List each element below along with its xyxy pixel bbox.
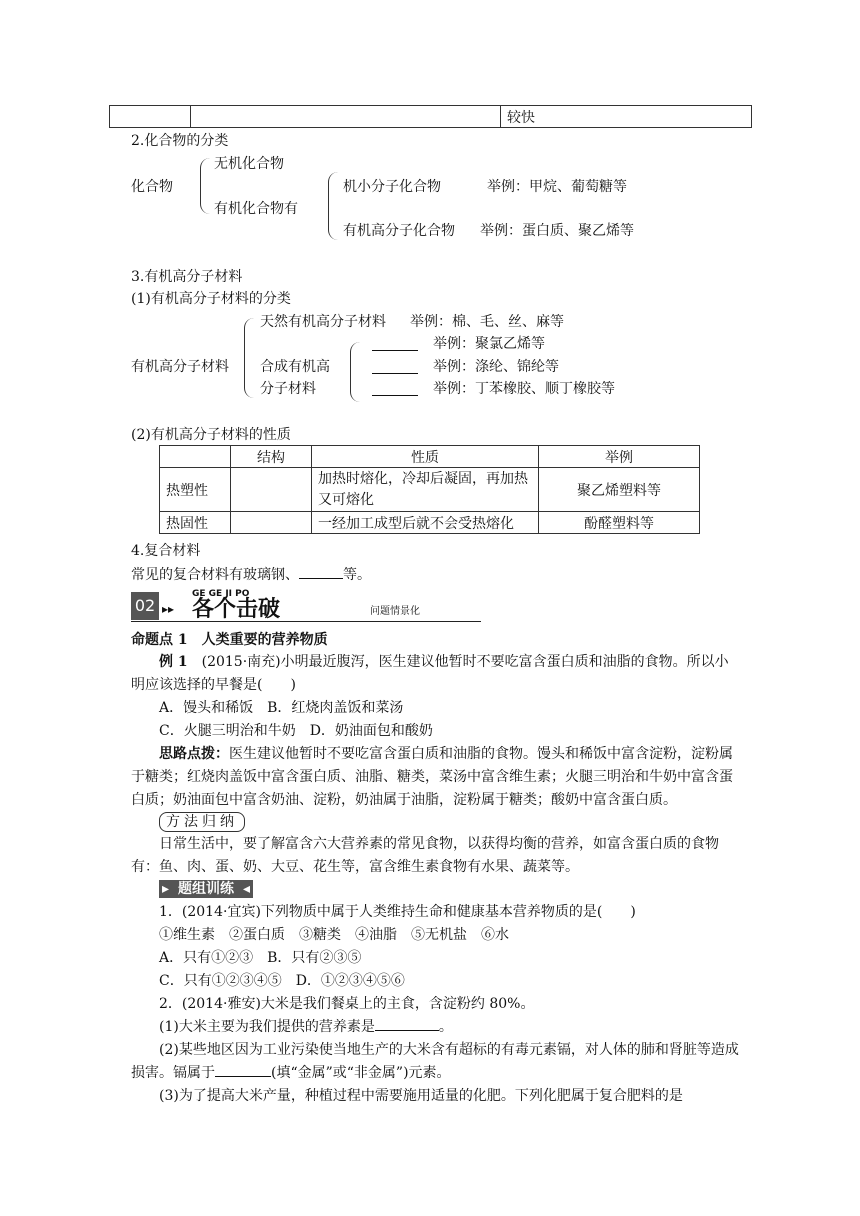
synthetic-example-1: 举例：聚氯乙烯等 — [433, 336, 545, 352]
table-cell: 加热时熔化，冷却后凝固，再加热又可熔化 — [312, 468, 539, 512]
natural-example: 举例：棉、毛、丝、麻等 — [410, 314, 564, 330]
brace-material — [244, 318, 255, 398]
question1: 1．(2014·宜宾)下列物质中属于人类维持生命和健康基本营养物质的是( ) — [159, 904, 636, 920]
synthetic-polymer-1: 合成有机高 — [260, 359, 330, 375]
natural-polymer: 天然有机高分子材料 — [260, 314, 386, 330]
triangle-right-icon: ▸ — [159, 880, 172, 898]
synthetic-polymer-2: 分子材料 — [260, 381, 316, 397]
polymer-compound: 有机高分子化合物 — [343, 223, 455, 239]
top-table-cell-3: 较快 — [501, 106, 752, 128]
banner-pinyin: GE GE JI PO — [192, 589, 250, 599]
banner-subtitle: 问题情景化 — [370, 606, 420, 617]
compound-root: 化合物 — [131, 179, 173, 195]
question1-options-ab: A．只有①②③ B．只有②③⑤ — [159, 950, 362, 966]
table-header-structure: 结构 — [231, 446, 312, 468]
synthetic-example-2: 举例：涤纶、锦纶等 — [433, 359, 559, 375]
question2-part2-end: (填“金属”或“非金属”)元素。 — [271, 1065, 451, 1081]
section3-sub1: (1)有机高分子材料的分类 — [131, 291, 291, 307]
point1-title: 命题点 1 人类重要的营养物质 — [131, 632, 328, 648]
section4-text-a: 常见的复合材料有玻璃钢、 — [131, 567, 299, 583]
section4-text — [131, 564, 371, 584]
blank-3 — [372, 380, 418, 396]
table-header-example: 举例 — [539, 446, 700, 468]
table-row — [160, 512, 700, 534]
question2-part3: (3)为了提高大米产量，种植过程中需要施用适量的化肥。下列化肥属于复合肥料的是 — [159, 1088, 683, 1104]
inorganic-compound: 无机化合物 — [214, 156, 284, 172]
top-table-fragment — [109, 105, 752, 128]
question2-part2-text: (2)某些地区因为工业污染使当地生产的大米含有超标的有毒元素镉，对人体的肺和肾脏等造成损害。镉属于 — [131, 1042, 739, 1081]
blank-2 — [372, 358, 418, 374]
small-molecule-example: 举例：甲烷、葡萄糖等 — [487, 179, 627, 195]
hint — [131, 743, 739, 812]
question1-items: ①维生素 ②蛋白质 ③糖类 ④油脂 ⑤无机盐 ⑥水 — [159, 927, 509, 943]
example1-options-cd: C．火腿三明治和牛奶 D．奶油面包和酸奶 — [159, 723, 433, 739]
top-table-cell-1 — [110, 106, 191, 128]
table-row — [160, 468, 700, 512]
top-table-cell-2 — [191, 106, 501, 128]
small-molecule: 机小分子化合物 — [343, 179, 441, 195]
method-text: 日常生活中，要了解富含六大营养素的常见食物，以获得均衡的营养，如富含蛋白质的食物有：鱼、肉、蛋、奶、大豆、花生等，富含维生素食物有水果、蔬菜等。 — [131, 836, 719, 875]
brace-compound — [200, 158, 211, 214]
group-label: 题组训练 — [172, 880, 240, 898]
table-cell: 热塑性 — [160, 468, 231, 512]
hint-text: 医生建议他暂时不要吃富含蛋白质和油脂的食物。馒头和稀饭中富含淀粉，淀粉属于糖类；红烧肉盖饭中富含蛋白质、油脂、糖类，菜汤中富含维生素；火腿三明治和牛奶中富含蛋白质；奶油面包中富含奶油、淀粉，奶油属于油脂，淀粉属于糖类；酸奶中富含蛋白质。 — [131, 746, 733, 808]
arrow-icon: ▸▸ — [162, 602, 175, 616]
section-number-badge: 02 — [131, 592, 159, 620]
banner-underline — [131, 621, 481, 622]
section2-title: 2.化合物的分类 — [131, 133, 229, 149]
table-cell: 聚乙烯塑料等 — [539, 468, 700, 512]
question2-part1-text: (1)大米主要为我们提供的营养素是 — [159, 1019, 375, 1035]
question2-part1-end: 。 — [438, 1019, 453, 1035]
example1 — [131, 651, 739, 697]
polymer-example: 举例：蛋白质、聚乙烯等 — [480, 223, 634, 239]
table-header-empty — [160, 446, 231, 468]
blank-composite — [299, 564, 343, 579]
example1-text: (2015·南充)小明最近腹泻，医生建议他暂时不要吃富含蛋白质和油脂的食物。所以小明应该选择的早餐是( ) — [131, 654, 729, 693]
blank-metal — [215, 1062, 271, 1077]
question1-options-cd: C．只有①②③④⑤ D．①②③④⑤⑥ — [159, 973, 405, 989]
method-badge: 方法归纳 — [159, 812, 245, 832]
table-cell — [231, 512, 312, 534]
polymer-material-root: 有机高分子材料 — [131, 359, 229, 375]
table-cell: 酚醛塑料等 — [539, 512, 700, 534]
organic-compound: 有机化合物有 — [214, 201, 298, 217]
property-table — [159, 445, 700, 534]
banner-title: 各个击破 — [192, 597, 281, 622]
table-cell: 热固性 — [160, 512, 231, 534]
synthetic-example-3: 举例：丁苯橡胶、顺丁橡胶等 — [433, 381, 615, 397]
triangle-left-icon: ◂ — [240, 880, 253, 898]
table-cell — [231, 468, 312, 512]
group-header — [159, 880, 253, 898]
blank-nutrient — [375, 1016, 439, 1031]
question2-part2 — [131, 1039, 739, 1085]
question2: 2．(2014·雅安)大米是我们餐桌上的主食，含淀粉约 80%。 — [159, 996, 535, 1012]
hint-label: 思路点拨： — [159, 746, 229, 762]
table-header-property: 性质 — [312, 446, 539, 468]
brace-synthetic — [350, 342, 361, 402]
brace-organic — [328, 172, 339, 240]
section3-title: 3.有机高分子材料 — [131, 269, 243, 285]
section4-text-b: 等。 — [343, 567, 371, 583]
blank-1 — [372, 335, 418, 351]
section3-sub2: (2)有机高分子材料的性质 — [131, 427, 291, 443]
table-cell: 一经加工成型后就不会受热熔化 — [312, 512, 539, 534]
question2-part1 — [131, 1016, 739, 1039]
example1-label: 例 1 — [159, 654, 188, 670]
section4-title: 4.复合材料 — [131, 543, 201, 559]
example1-options-ab: A．馒头和稀饭 B．红烧肉盖饭和菜汤 — [159, 700, 404, 716]
